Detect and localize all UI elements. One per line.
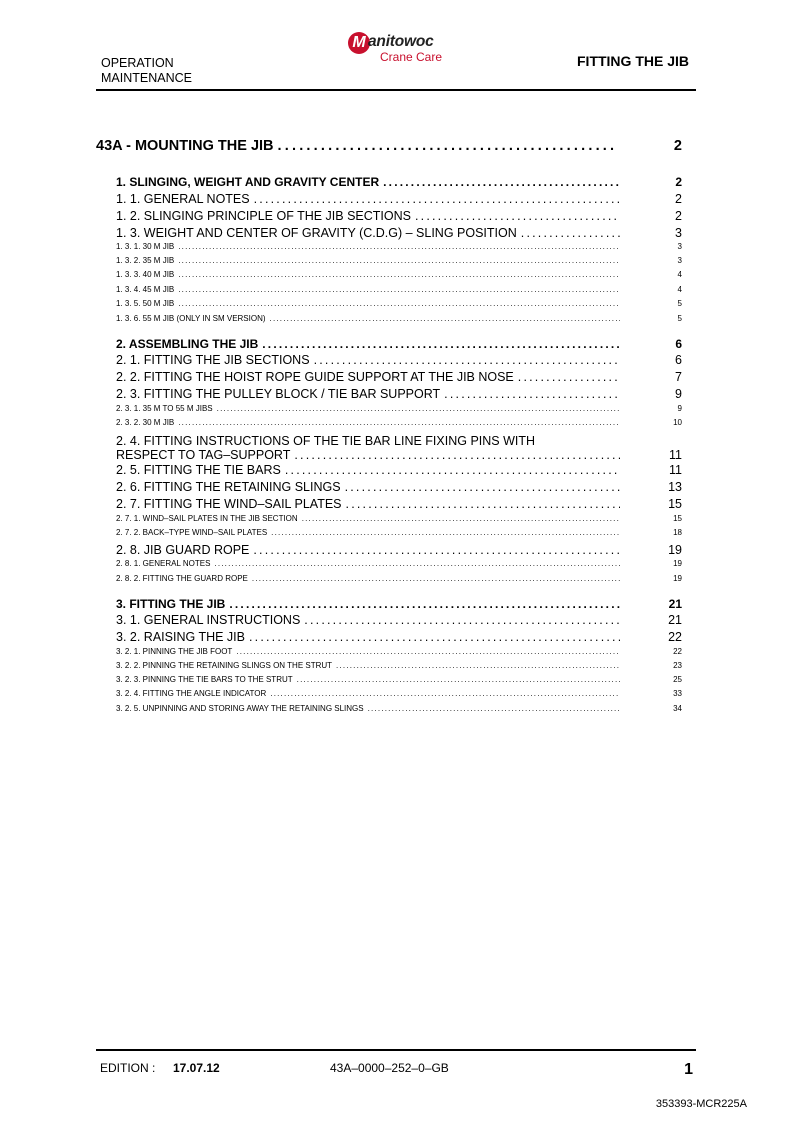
toc-entry-page: 19 [673,559,682,568]
toc-entry[interactable] [116,574,624,583]
toc-leader-dots [270,689,620,698]
toc-leader-dots [314,353,620,367]
toc-leader-dots [294,448,620,462]
toc-entry-title: 1. 2. SLINGING PRINCIPLE OF THE JIB SECTIONS [116,209,411,223]
toc-entry-page: 11 [669,448,682,462]
toc-entry[interactable] [116,418,624,427]
page-number: 1 [684,1061,693,1078]
toc-entry-page: 10 [673,418,682,427]
toc-entry-title: 2. 3. 1. 35 M TO 55 M JIBS [116,404,213,413]
toc-entry[interactable] [116,175,624,189]
toc-entry-page: 2 [673,138,682,154]
toc-entry-title: 1. 3. 1. 30 M JIB [116,242,175,251]
toc-entry-page: 9 [677,404,682,413]
header-operation: OPERATION [101,56,174,70]
toc-entry[interactable] [116,704,624,713]
toc-entry-title: 2. 8. 2. FITTING THE GUARD ROPE [116,574,248,583]
toc-entry-page: 4 [677,285,682,294]
toc-entry-page: 15 [668,497,682,511]
toc-entry[interactable] [116,543,624,557]
toc-entry-title: 2. 1. FITTING THE JIB SECTIONS [116,353,310,367]
toc-entry-page: 4 [677,270,682,279]
toc-entry-title: 3. 2. 2. PINNING THE RETAINING SLINGS ON THE STRUT [116,661,333,670]
toc-leader-dots [254,192,620,206]
toc-leader-dots [214,559,620,568]
toc-entry-title: 1. 3. WEIGHT AND CENTER OF GRAVITY (C.D.G) – SLING POSITION [116,226,517,240]
toc-entry-title: 3. FITTING THE JIB [116,597,226,611]
toc-entry-title: 3. 2. 3. PINNING THE TIE BARS TO THE STRUT [116,675,293,684]
toc-entry-page: 33 [673,689,682,698]
toc-entry-page: 3 [675,226,682,240]
toc-entry-title: 1. 1. GENERAL NOTES [116,192,250,206]
toc-entry-page: 22 [673,647,682,656]
toc-entry-title: 2. 3. 2. 30 M JIB [116,418,175,427]
manitowoc-logo [348,30,448,66]
toc-entry-page: 19 [668,543,682,557]
toc-entry-title: 1. 3. 6. 55 M JIB (ONLY IN SM VERSION) [116,314,266,323]
logo-mark-icon: M [348,32,370,54]
toc-entry-title: 2. 7. FITTING THE WIND–SAIL PLATES [116,497,342,511]
toc-leader-dots [178,299,620,308]
toc-entry-title: 3. 2. 5. UNPINNING AND STORING AWAY THE RETAINING SLINGS [116,704,364,713]
toc-leader-dots [178,418,620,427]
toc-entry[interactable] [116,242,624,251]
toc-leader-dots [178,285,620,294]
toc-entry-page: 23 [673,661,682,670]
toc-entry[interactable] [116,434,624,448]
toc-entry[interactable] [116,630,624,644]
toc-entry[interactable] [116,448,624,462]
toc-entry-page: 15 [673,514,682,523]
edition-label: EDITION : [100,1061,156,1075]
toc-leader-dots [521,226,620,240]
edition-date: 17.07.12 [173,1061,220,1075]
toc-entry[interactable] [116,256,624,265]
toc-leader-dots [345,480,620,494]
toc-entry-title: 2. 6. FITTING THE RETAINING SLINGS [116,480,341,494]
toc-entry-title: 3. 2. 4. FITTING THE ANGLE INDICATOR [116,689,267,698]
footer-divider [96,1049,696,1051]
toc-leader-dots [271,528,620,537]
toc-entry-title: 3. 2. RAISING THE JIB [116,630,245,644]
toc-entry-page: 21 [668,613,682,627]
toc-entry[interactable] [116,613,624,627]
toc-entry[interactable] [116,370,624,384]
toc-entry-title: 3. 1. GENERAL INSTRUCTIONS [116,613,301,627]
toc-leader-dots [285,463,620,477]
toc-entry-title: 1. 3. 5. 50 M JIB [116,299,175,308]
document-code: 43A–0000–252–0–GB [330,1061,449,1075]
toc-entry[interactable] [116,387,624,401]
logo-subtitle: Crane Care [380,50,443,64]
toc-entry-page: 34 [673,704,682,713]
toc-entry-title: 2. 4. FITTING INSTRUCTIONS OF THE TIE BAR LINE FIXING PINS WITH [116,434,536,448]
toc-entry-title: 1. 3. 4. 45 M JIB [116,285,175,294]
toc-entry[interactable] [116,514,624,523]
toc-entry-page: 2 [675,209,682,223]
toc-entry-page: 19 [673,574,682,583]
toc-entry[interactable] [116,226,624,240]
toc-leader-dots [217,404,620,413]
toc-leader-dots [304,613,620,627]
toc-entry-title: 2. 3. FITTING THE PULLEY BLOCK / TIE BAR SUPPORT [116,387,441,401]
toc-entry-page: 5 [677,299,682,308]
toc-entry[interactable] [116,675,624,684]
toc-entry[interactable] [116,480,624,494]
toc-entry[interactable] [116,559,624,568]
toc-leader-dots [368,704,620,713]
toc-entry-page: 21 [668,597,682,611]
toc-entry-page: 5 [677,314,682,323]
toc-entry[interactable] [116,463,624,477]
header-divider [96,89,696,91]
toc-leader-dots [336,661,620,670]
toc-entry-page: 22 [668,630,682,644]
toc-entry[interactable] [116,337,624,351]
toc-entry-page: 13 [668,480,682,494]
toc-entry-title: 2. ASSEMBLING THE JIB [116,337,259,351]
toc-entry-title: 2. 5. FITTING THE TIE BARS [116,463,281,477]
toc-entry-title: 1. SLINGING, WEIGHT AND GRAVITY CENTER [116,175,380,189]
toc-leader-dots [415,209,620,223]
toc-entry[interactable] [116,192,624,206]
toc-leader-dots [253,543,620,557]
toc-entry[interactable] [116,689,624,698]
toc-entry-page: 25 [673,675,682,684]
toc-entry[interactable] [116,597,624,611]
toc-entry[interactable] [116,314,624,323]
toc-entry-page: 18 [673,528,682,537]
toc-entry-page: 9 [675,387,682,401]
toc-entry-page: 2 [675,175,682,189]
toc-entry[interactable] [116,497,624,511]
toc-entry-title: 1. 3. 3. 40 M JIB [116,270,175,279]
toc-entry-page: 6 [675,353,682,367]
toc-leader-dots [252,574,620,583]
toc-leader-dots [346,497,620,511]
toc-leader-dots [297,675,620,684]
toc-leader-dots [178,242,620,251]
toc-entry-page: 3 [677,242,682,251]
toc-entry[interactable] [116,661,624,670]
toc-entry-title: 2. 7. 1. WIND–SAIL PLATES IN THE JIB SECTION [116,514,298,523]
toc-entry-title: 2. 2. FITTING THE HOIST ROPE GUIDE SUPPORT AT THE JIB NOSE [116,370,514,384]
toc-entry-title: RESPECT TO TAG–SUPPORT [116,448,291,462]
toc-leader-dots [229,597,620,611]
toc-leader-dots [270,314,620,323]
toc-entry[interactable] [116,285,624,294]
toc-leader-dots [278,138,616,154]
toc-entry[interactable] [116,404,624,413]
toc-leader-dots [249,630,620,644]
toc-leader-dots [178,270,620,279]
toc-entry-page: 7 [675,370,682,384]
toc-leader-dots [302,514,620,523]
toc-entry-title: 1. 3. 2. 35 M JIB [116,256,175,265]
header-left [101,56,192,86]
toc-entry[interactable] [116,209,624,223]
toc-entry-page: 2 [675,192,682,206]
logo-brand: anitowoc [368,33,434,50]
toc-entry[interactable] [116,270,624,279]
header-maintenance: MAINTENANCE [101,71,192,85]
toc-entry[interactable] [96,138,620,154]
toc-entry-title: 43A - MOUNTING THE JIB [96,138,274,154]
toc-entry-page: 3 [677,256,682,265]
toc-leader-dots [383,175,620,189]
toc-entry[interactable] [116,353,624,367]
toc-entry[interactable] [116,647,624,656]
toc-entry-page: 11 [669,463,682,477]
document-reference: 353393-MCR225A [655,1098,747,1110]
toc-entry-title: 2. 8. JIB GUARD ROPE [116,543,250,557]
toc-entry-page: 6 [675,337,682,351]
toc-leader-dots [262,337,620,351]
toc-leader-dots [444,387,620,401]
toc-leader-dots [236,647,620,656]
toc-entry-title: 3. 2. 1. PINNING THE JIB FOOT [116,647,233,656]
toc-leader-dots [518,370,620,384]
toc-entry-title: 2. 7. 2. BACK–TYPE WIND–SAIL PLATES [116,528,268,537]
toc-entry-title: 2. 8. 1. GENERAL NOTES [116,559,211,568]
toc-entry[interactable] [116,528,624,537]
toc-entry[interactable] [116,299,624,308]
page-title: FITTING THE JIB [577,53,689,69]
toc-leader-dots [178,256,620,265]
